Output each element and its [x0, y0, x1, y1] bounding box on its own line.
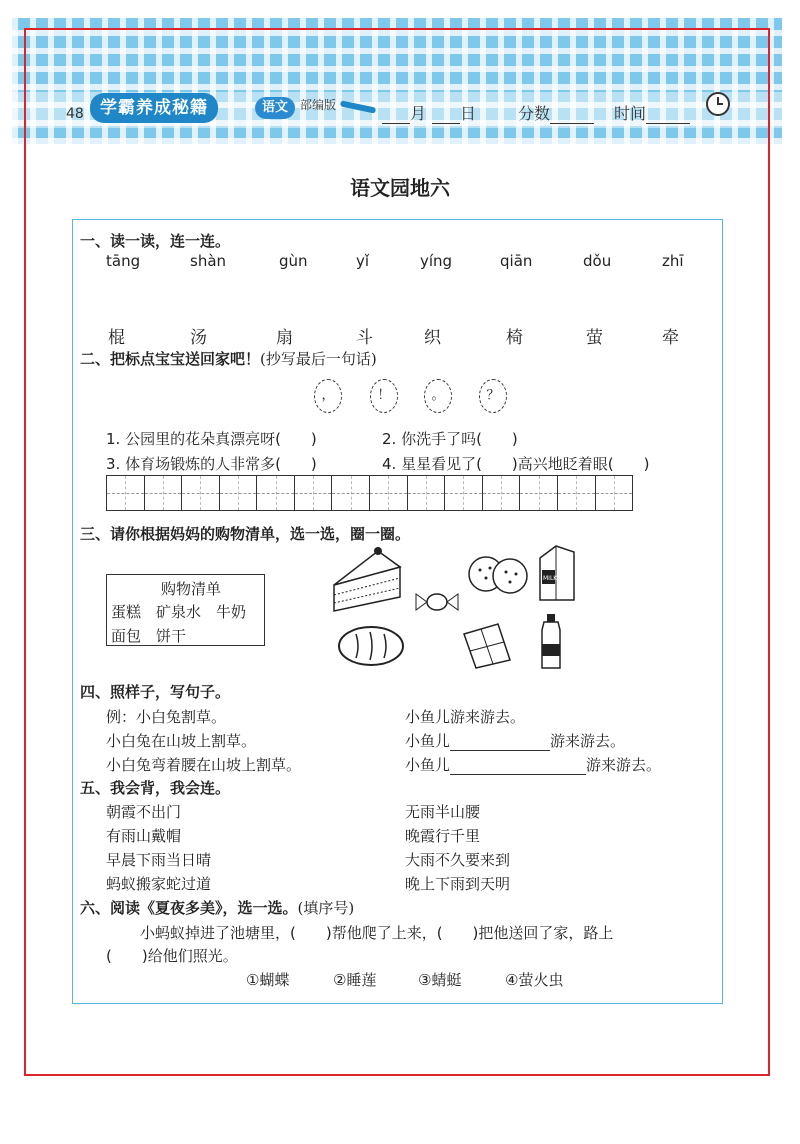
day-field[interactable]: 日: [432, 101, 476, 124]
hanzi-item[interactable]: 萤: [586, 328, 603, 348]
question-4: 4. 星星看见了( )高兴地眨着眼( ): [382, 455, 650, 473]
section-4-heading: 四、照样子，写句子。: [80, 683, 231, 701]
exclamation-bubble: ！: [370, 379, 398, 413]
proverb-left[interactable]: 早晨下雨当日晴: [106, 851, 212, 869]
candy-icon[interactable]: [412, 582, 462, 622]
milk-carton-icon[interactable]: [536, 544, 578, 602]
time-field[interactable]: 时间: [614, 101, 690, 124]
proverb-right[interactable]: 晚霞行千里: [405, 827, 481, 845]
edition-label: 部编版: [300, 98, 337, 112]
proverb-left[interactable]: 有雨山戴帽: [106, 827, 182, 845]
pinyin-item[interactable]: dǒu: [583, 252, 612, 270]
answer-option[interactable]: ③蜻蜓: [418, 971, 462, 989]
example-sentence: 例：小白兔割草。: [106, 708, 227, 726]
milk-label: MILK: [543, 575, 558, 582]
chocolate-icon[interactable]: [458, 618, 520, 670]
hanzi-item[interactable]: 斗: [356, 328, 373, 348]
pinyin-item[interactable]: shàn: [190, 252, 227, 270]
question-1: 1. 公园里的花朵真漂亮呀( ): [106, 430, 317, 448]
shopping-list-row: 蛋糕 矿泉水 牛奶: [111, 603, 247, 621]
hanzi-item[interactable]: 扇: [276, 328, 293, 348]
section-5-heading: 五、我会背，我会连。: [80, 779, 231, 797]
shopping-list: [106, 574, 265, 646]
proverb-left[interactable]: 朝霞不出门: [106, 803, 182, 821]
answer-option[interactable]: ④萤火虫: [505, 971, 564, 989]
pinyin-item[interactable]: tāng: [106, 252, 141, 270]
target-sentence: 小鱼儿 游来游去。: [405, 756, 662, 774]
cake-icon[interactable]: [330, 545, 410, 615]
pinyin-item[interactable]: zhī: [662, 252, 684, 270]
hanzi-item[interactable]: 织: [424, 328, 441, 348]
brand-logo: 学霸养成秘籍: [90, 93, 218, 123]
bread-icon[interactable]: [336, 624, 406, 668]
proverb-left[interactable]: 蚂蚁搬家蛇过道: [106, 875, 212, 893]
pinyin-item[interactable]: gùn: [279, 252, 308, 270]
section-6-heading: 六、阅读《夏夜多美》，选一选。(填序号): [80, 899, 355, 917]
section-1-heading: 一、读一读，连一连。: [80, 232, 231, 250]
hanzi-item[interactable]: 棍: [108, 328, 125, 348]
answer-option[interactable]: ②睡莲: [333, 971, 377, 989]
pinyin-item[interactable]: yǐ: [356, 252, 370, 270]
writing-grid[interactable]: [106, 475, 633, 511]
proverb-right[interactable]: 无雨半山腰: [405, 803, 481, 821]
section-2-heading: 二、把标点宝宝送回家吧！(抄写最后一句话): [80, 350, 377, 368]
score-field[interactable]: 分数: [518, 101, 594, 124]
pinyin-item[interactable]: qiān: [500, 252, 533, 270]
reading-passage: ( )给他们照光。: [106, 947, 238, 965]
reading-passage: 小蚂蚁掉进了池塘里，( )帮他爬了上来，( )把他送回了家，路上: [140, 924, 614, 942]
hanzi-item[interactable]: 椅: [506, 328, 523, 348]
clock-icon: [706, 92, 730, 116]
target-sentence: 小鱼儿游来游去。: [405, 708, 526, 726]
question-2: 2. 你洗手了吗( ): [382, 430, 518, 448]
hanzi-item[interactable]: 牵: [662, 328, 679, 348]
proverb-right[interactable]: 大雨不久要来到: [405, 851, 511, 869]
section-3-heading: 三、请你根据妈妈的购物清单，选一选，圈一圈。: [80, 525, 411, 543]
period-bubble: 。: [424, 379, 452, 413]
question-3: 3. 体育场锻炼的人非常多( ): [106, 455, 317, 473]
hanzi-item[interactable]: 汤: [190, 328, 207, 348]
shopping-list-title: 购物清单: [161, 580, 222, 598]
subject-badge: 语文: [255, 97, 295, 119]
answer-blank[interactable]: [450, 760, 586, 775]
proverb-right[interactable]: 晚上下雨到天明: [405, 875, 511, 893]
page-number: 48: [66, 106, 84, 122]
pinyin-item[interactable]: yíng: [420, 252, 453, 270]
answer-option[interactable]: ①蝴蝶: [246, 971, 290, 989]
page-title: 语文园地六: [350, 176, 450, 200]
example-sentence: 小白兔弯着腰在山坡上割草。: [106, 756, 302, 774]
shopping-list-row: 面包 饼干: [111, 627, 187, 645]
answer-blank[interactable]: [450, 736, 550, 751]
comma-bubble: ，: [314, 379, 342, 413]
month-field[interactable]: 月: [382, 101, 426, 124]
question-bubble: ？: [479, 379, 507, 413]
water-bottle-icon[interactable]: [538, 612, 564, 670]
target-sentence: 小鱼儿 游来游去。: [405, 732, 626, 750]
biscuit-icon[interactable]: [466, 552, 530, 598]
example-sentence: 小白兔在山坡上割草。: [106, 732, 257, 750]
